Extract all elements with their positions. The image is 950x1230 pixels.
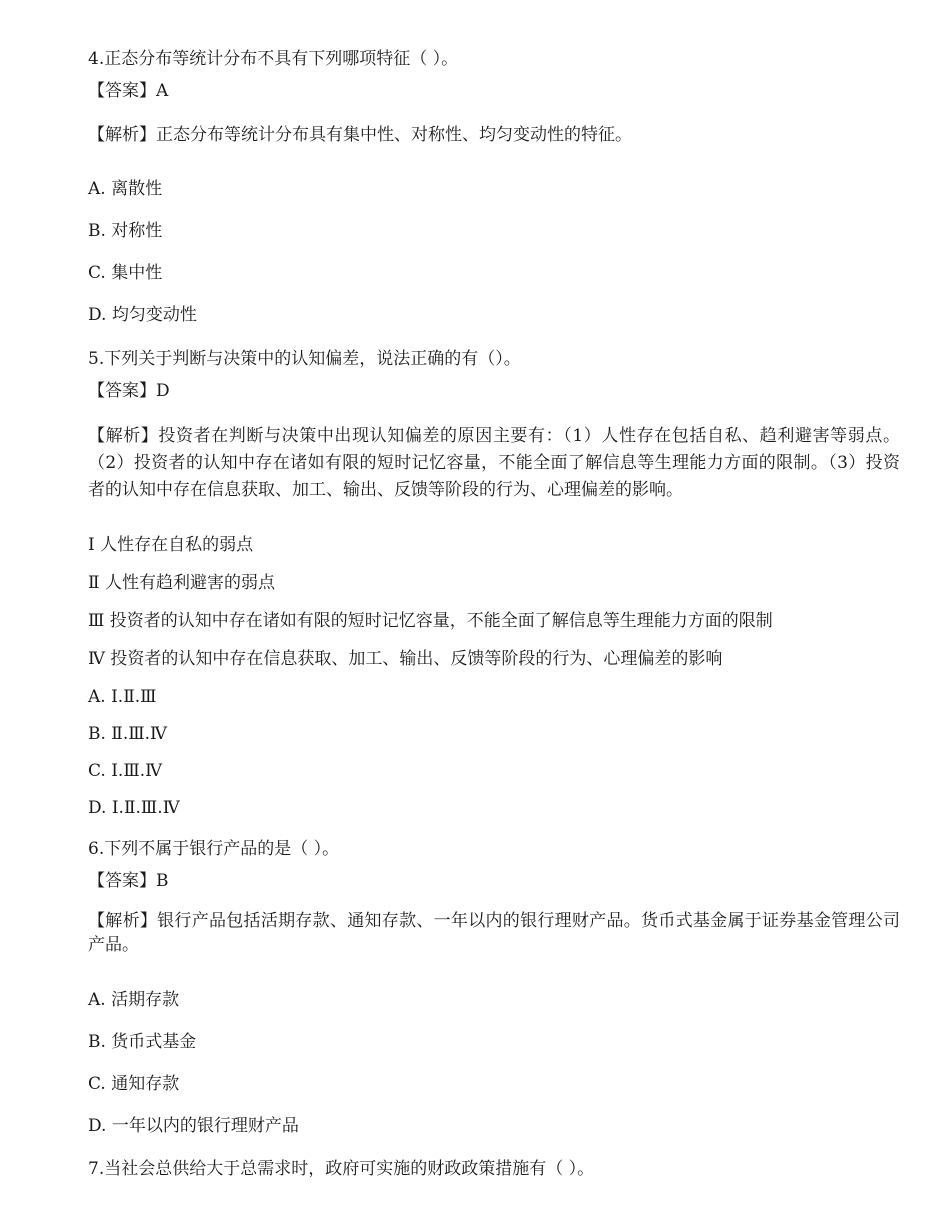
- question-stem: 5.下列关于判断与决策中的认知偏差，说法正确的有（）。: [88, 349, 521, 369]
- option-a: A. I.Ⅱ.Ⅲ: [88, 687, 157, 707]
- analysis-text: 【解析】投资者在判断与决策中出现认知偏差的原因主要有：（1）人性存在包括自私、趋利避害等弱点。（2）投资者的认知中存在诸如有限的短时记忆容量，不能全面了解信息等生理能力方面的限制。（3）投资者的认知中存在信息获取、加工、输出、反馈等阶段的行为、心理偏差的影响。: [88, 426, 900, 500]
- option-d: D. 一年以内的银行理财产品: [88, 1116, 299, 1136]
- question-stem: 7.当社会总供给大于总需求时，政府可实施的财政政策措施有（ ）。: [88, 1159, 595, 1179]
- option-b: B. 对称性: [88, 221, 163, 241]
- statement-iii: Ⅲ 投资者的认知中存在诸如有限的短时记忆容量，不能全面了解信息等生理能力方面的限制: [88, 611, 773, 631]
- analysis-text: 【解析】正态分布等统计分布具有集中性、对称性、均匀变动性的特征。: [88, 125, 632, 145]
- option-a: A. 离散性: [88, 179, 163, 199]
- option-c: C. 集中性: [88, 263, 163, 283]
- answer-label: 【答案】A: [88, 81, 169, 101]
- option-b: B. Ⅱ.Ⅲ.Ⅳ: [88, 724, 168, 744]
- option-c: C. I.Ⅲ.Ⅳ: [88, 761, 163, 781]
- option-c: C. 通知存款: [88, 1074, 180, 1094]
- answer-label: 【答案】B: [88, 871, 169, 891]
- statement-i: I 人性存在自私的弱点: [88, 535, 254, 555]
- option-d: D. 均匀变动性: [88, 305, 197, 325]
- option-a: A. 活期存款: [88, 990, 180, 1010]
- answer-label: 【答案】D: [88, 381, 170, 401]
- analysis-text: 【解析】银行产品包括活期存款、通知存款、一年以内的银行理财产品。货币式基金属于证券基金管理公司产品。: [88, 911, 900, 955]
- statement-iv: Ⅳ 投资者的认知中存在信息获取、加工、输出、反馈等阶段的行为、心理偏差的影响: [88, 649, 723, 669]
- question-stem: 4.正态分布等统计分布不具有下列哪项特征（ ）。: [88, 49, 459, 69]
- option-b: B. 货币式基金: [88, 1032, 197, 1052]
- option-d: D. I.Ⅱ.Ⅲ.Ⅳ: [88, 798, 180, 818]
- question-stem: 6.下列不属于银行产品的是（ ）。: [88, 839, 340, 859]
- statement-ii: Ⅱ 人性有趋利避害的弱点: [88, 573, 275, 593]
